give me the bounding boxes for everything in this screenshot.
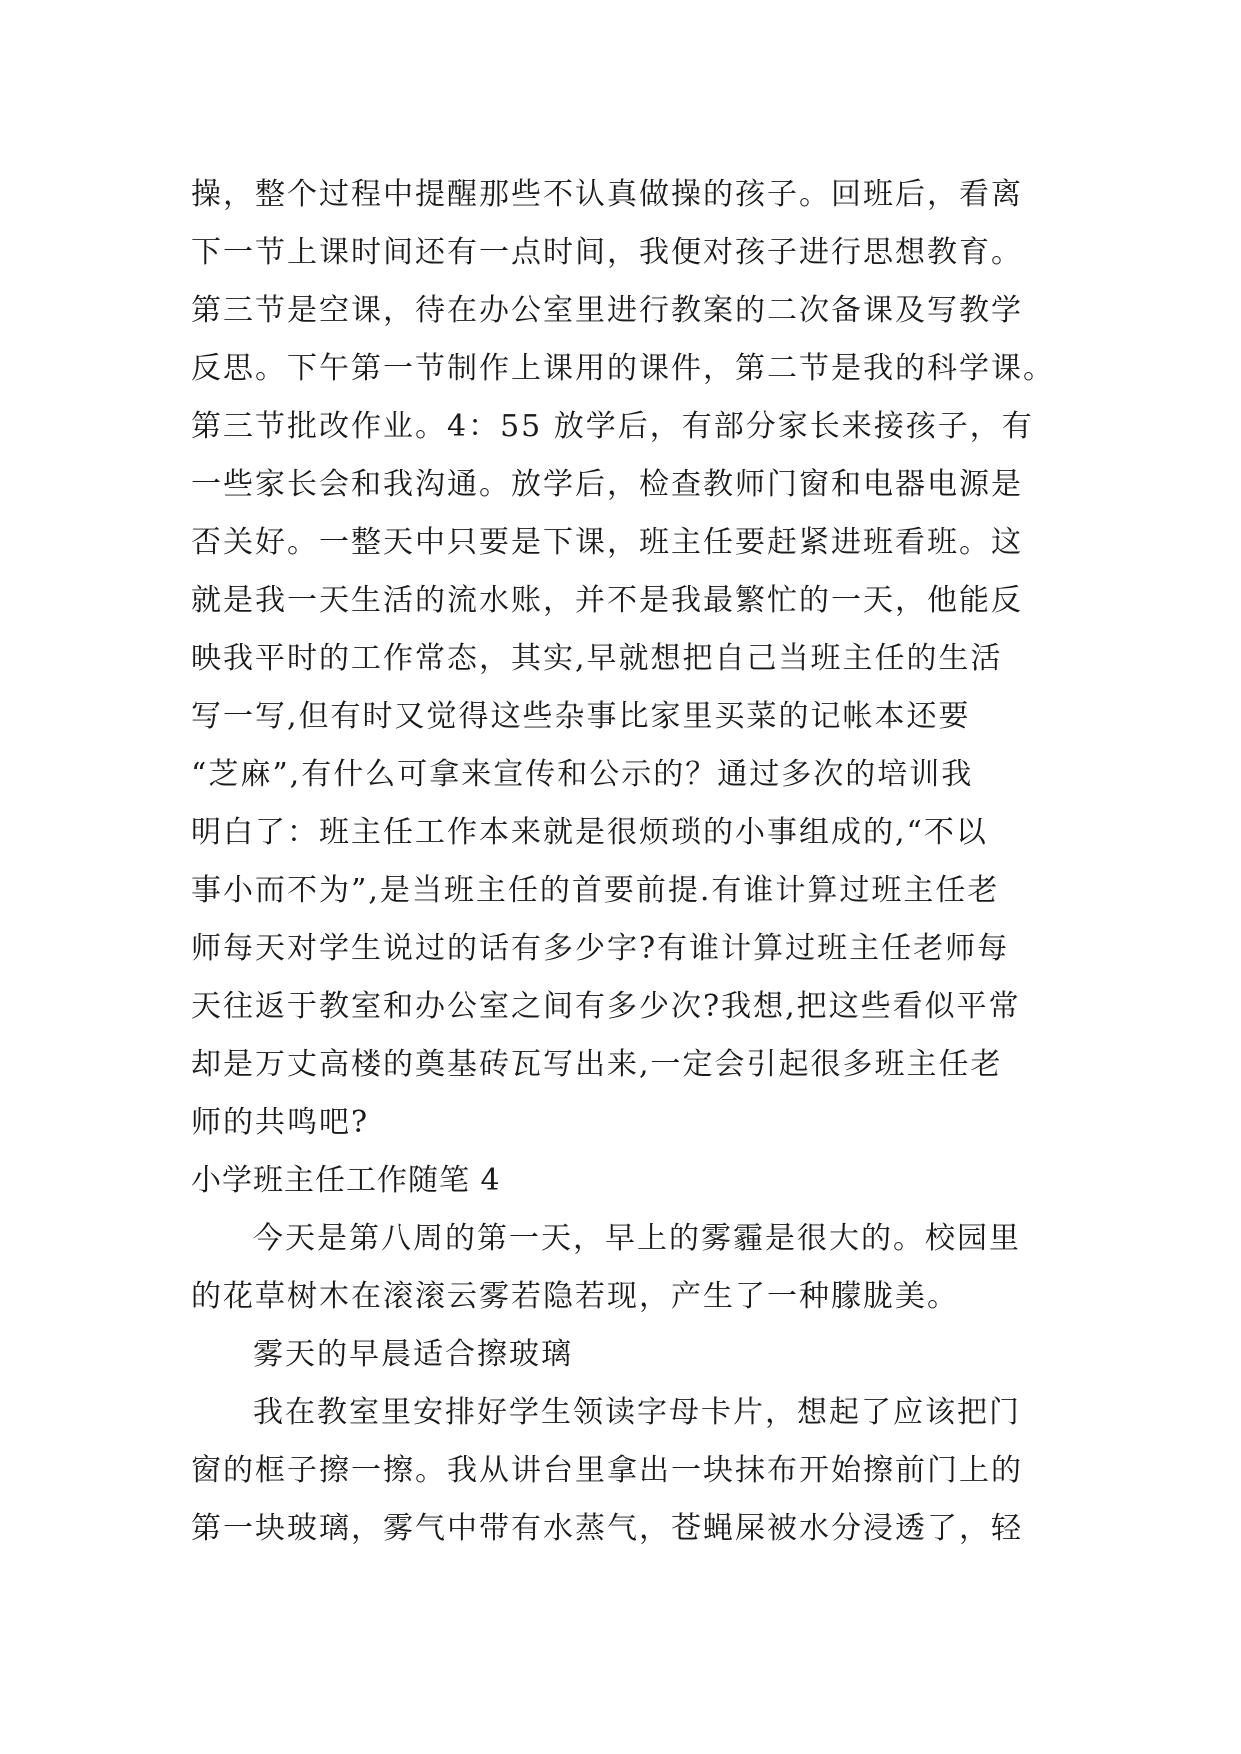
text-line: 明白了：班主任工作本来就是很烦琐的小事组成的,“不以	[191, 815, 988, 850]
text-line: “芝麻”,有什么可拿来宣传和公示的？通过多次的培训我	[191, 757, 974, 792]
text-line: 师的共鸣吧?	[191, 1105, 370, 1140]
paragraph-3	[191, 1326, 1051, 1384]
text-line: 今天是第八周的第一天，早上的雾霾是很大的。校园里	[253, 1221, 1021, 1256]
text-line: 的花草树木在滚滚云雾若隐若现，产生了一种朦胧美。	[191, 1279, 959, 1314]
text-line: 天往返于教室和办公室之间有多少次?我想,把这些看似平常	[191, 989, 1021, 1024]
text-line: 雾天的早晨适合擦玻璃	[253, 1337, 573, 1372]
text-line: 却是万丈高楼的奠基砖瓦写出来,一定会引起很多班主任老	[191, 1047, 1003, 1082]
text-line: 第一块玻璃，雾气中带有水蒸气，苍蝇屎被水分浸透了，轻	[191, 1511, 1023, 1546]
text-line: 窗的框子擦一擦。我从讲台里拿出一块抹布开始擦前门上的	[191, 1453, 1023, 1488]
text-line: 映我平时的工作常态，其实,早就想把自己当班主任的生活	[191, 641, 1003, 676]
paragraph-1	[191, 166, 1055, 1152]
text-line: 事小而不为”,是当班主任的首要前提.有谁计算过班主任老	[191, 873, 1000, 908]
text-line: 操，整个过程中提醒那些不认真做操的孩子。回班后，看离	[191, 177, 1023, 212]
text-line: 一些家长会和我沟通。放学后，检查教师门窗和电器电源是	[191, 467, 1023, 502]
text-line: 下一节上课时间还有一点时间，我便对孩子进行思想教育。	[191, 235, 1023, 270]
paragraph-2	[191, 1210, 1051, 1326]
text-line: 师每天对学生说过的话有多少字?有谁计算过班主任老师每	[191, 931, 1010, 966]
text-line: 否关好。一整天中只要是下课，班主任要赶紧进班看班。这	[191, 525, 1023, 560]
text-line: 第三节批改作业。4：55 放学后，有部分家长来接孩子，有	[191, 409, 1034, 444]
paragraph-4	[191, 1384, 1051, 1558]
text-line: 第三节是空课，待在办公室里进行教案的二次备课及写教学	[191, 293, 1023, 328]
text-line: 写一写,但有时又觉得这些杂事比家里买菜的记帐本还要	[191, 699, 971, 734]
text-line: 我在教室里安排好学生领读字母卡片，想起了应该把门	[253, 1395, 1021, 1430]
section-title: 小学班主任工作随笔 4	[191, 1163, 501, 1198]
text-line: 就是我一天生活的流水账，并不是我最繁忙的一天，他能反	[191, 583, 1023, 618]
document-body	[191, 166, 1055, 1558]
text-line: 反思。下午第一节制作上课用的课件，第二节是我的科学课。	[191, 351, 1055, 386]
